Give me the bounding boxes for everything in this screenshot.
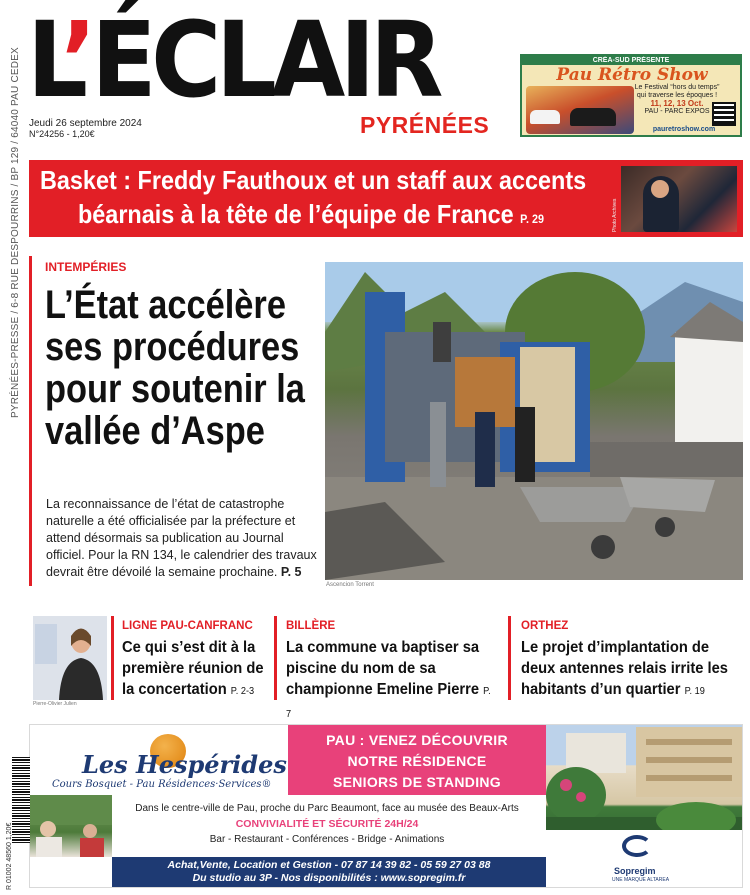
main-story-rule xyxy=(29,256,32,586)
story3-page-ref: P. 19 xyxy=(684,686,705,697)
main-page-ref: P. 5 xyxy=(280,565,302,579)
promo-dates: 11, 12, 13 Oct. xyxy=(650,99,704,108)
story1-headline[interactable] xyxy=(122,637,269,702)
sopregim-sub: UNE MARQUE ALTAREA xyxy=(612,877,670,883)
seniors-illustration xyxy=(30,795,112,857)
issue-date: Jeudi 26 septembre 2024 xyxy=(29,118,142,129)
ad-pink-line1: PAU : VENEZ DÉCOUVRIR xyxy=(326,732,508,748)
story1-rule xyxy=(111,616,114,700)
sopregim-name: Sopregim xyxy=(614,866,656,876)
band-headline-line2[interactable] xyxy=(78,199,544,230)
promo-line2: qui traverse les époques ! xyxy=(636,92,718,99)
story2-page-ref: P. 7 xyxy=(286,686,491,720)
edition-subtitle: PYRÉNÉES xyxy=(360,112,490,138)
promo-title: Pau Rétro Show xyxy=(556,65,708,85)
promo-line1: Le Festival “hors du temps” xyxy=(634,84,720,91)
main-photo-illustration xyxy=(325,262,743,580)
band-headline-line1[interactable]: Basket : Freddy Fauthoux et un staff aux accents xyxy=(40,165,587,195)
ad-pink-line2: NOTRE RÉSIDENCE xyxy=(347,753,487,769)
ad-tagline: CONVIVIALITÉ ET SÉCURITÉ 24H/24 xyxy=(235,818,419,830)
story1-photo xyxy=(33,616,107,700)
story2-rule xyxy=(274,616,277,700)
story1-headline-text: Ce qui s’est dit à la première réunion de la concertation xyxy=(122,639,264,698)
story1-page-ref: P. 2-3 xyxy=(230,686,255,697)
ad-description xyxy=(112,803,542,845)
promo-text xyxy=(634,84,720,116)
story1-kicker: LIGNE PAU-CANFRANC xyxy=(122,620,253,632)
main-photo xyxy=(325,262,743,580)
story3-rule xyxy=(508,616,511,700)
promo-place: PAU - PARC EXPOS xyxy=(644,108,710,115)
ad-brand-name: Les Hespérides xyxy=(82,750,287,779)
sopregim-logo-icon xyxy=(622,835,652,857)
ad-pink-line3: SENIORS DE STANDING xyxy=(332,774,501,790)
main-photo-credit: Ascencion Torrent xyxy=(326,582,374,588)
person-portrait xyxy=(33,616,107,700)
story3-headline[interactable] xyxy=(521,637,742,702)
promo-presenter: CRÉA-SUD PRÉSENTE xyxy=(522,56,740,65)
main-kicker: INTEMPÉRIES xyxy=(45,260,127,274)
logo-text: L’ÉCLAIR xyxy=(27,0,439,121)
story3-kicker: ORTHEZ xyxy=(521,620,569,632)
story1-photo-credit: Pierre-Olivier Julien xyxy=(33,701,77,707)
issue-number: N°24256 - 1,20€ xyxy=(29,129,95,139)
barcode-number: R 01002 48560 1,20€ xyxy=(6,822,13,890)
promo-url[interactable]: pauretroshow.com xyxy=(652,126,716,133)
person-face xyxy=(651,180,669,198)
car-icon xyxy=(570,108,616,126)
main-headline[interactable]: L’État accélère ses procédures pour soutenir la vallée d’Aspe xyxy=(45,283,305,453)
story2-headline[interactable] xyxy=(286,637,493,725)
barcode-icon xyxy=(12,757,30,843)
band-photo-credit: Photo Archives xyxy=(612,198,618,232)
band-headline-line2-text: béarnais à la tête de l’équipe de France xyxy=(78,199,514,229)
ad-pink-text xyxy=(288,730,546,793)
ad-seniors-photo xyxy=(30,795,112,857)
story2-headline-text: La commune va baptiser sa piscine du nom de sa championne Emeline Pierre xyxy=(286,639,480,698)
story3-headline-text: Le projet d’implantation de deux antennes relais irrite les habitants d’un quartier xyxy=(521,639,728,698)
ad-contact-phones[interactable]: Achat,Vente, Location et Gestion - 07 87 14 39 82 - 05 59 27 03 88 xyxy=(167,859,491,871)
ad-brand-sub: Cours Bosquet - Pau Résidences·Services® xyxy=(52,779,272,790)
logo xyxy=(27,0,439,121)
story2-kicker: BILLÈRE xyxy=(286,620,336,632)
ad-amenities: Bar - Restaurant - Conférences - Bridge - Animations xyxy=(209,834,445,845)
ad-contact-website[interactable]: Du studio au 3P - Nos disponibilités : www.sopregim.fr xyxy=(192,872,466,884)
ad-contact-text[interactable] xyxy=(112,859,546,885)
ad-location: Dans le centre-ville de Pau, proche du Parc Beaumont, face au musée des Beaux-Arts xyxy=(135,803,519,814)
main-body-text: La reconnaissance de l’état de catastrophe naturelle a été officialisée par la préfecture et attend désormais sa publication au Journal officiel. Pour la RN 134, le calendrier des travaux devrait être dévoilé la semaine prochaine. xyxy=(46,497,317,579)
promo-ad[interactable] xyxy=(520,54,742,137)
publisher-address: PYRÉNÉES-PRESSE / 6-8 RUE DESPOURRINS / BP 129 / 64040 PAU CEDEX xyxy=(10,47,21,418)
main-body xyxy=(46,496,318,581)
qr-code-icon[interactable] xyxy=(712,102,736,126)
car-icon xyxy=(530,110,560,124)
band-photo xyxy=(621,166,737,232)
band-page-ref: P. 29 xyxy=(520,212,545,226)
